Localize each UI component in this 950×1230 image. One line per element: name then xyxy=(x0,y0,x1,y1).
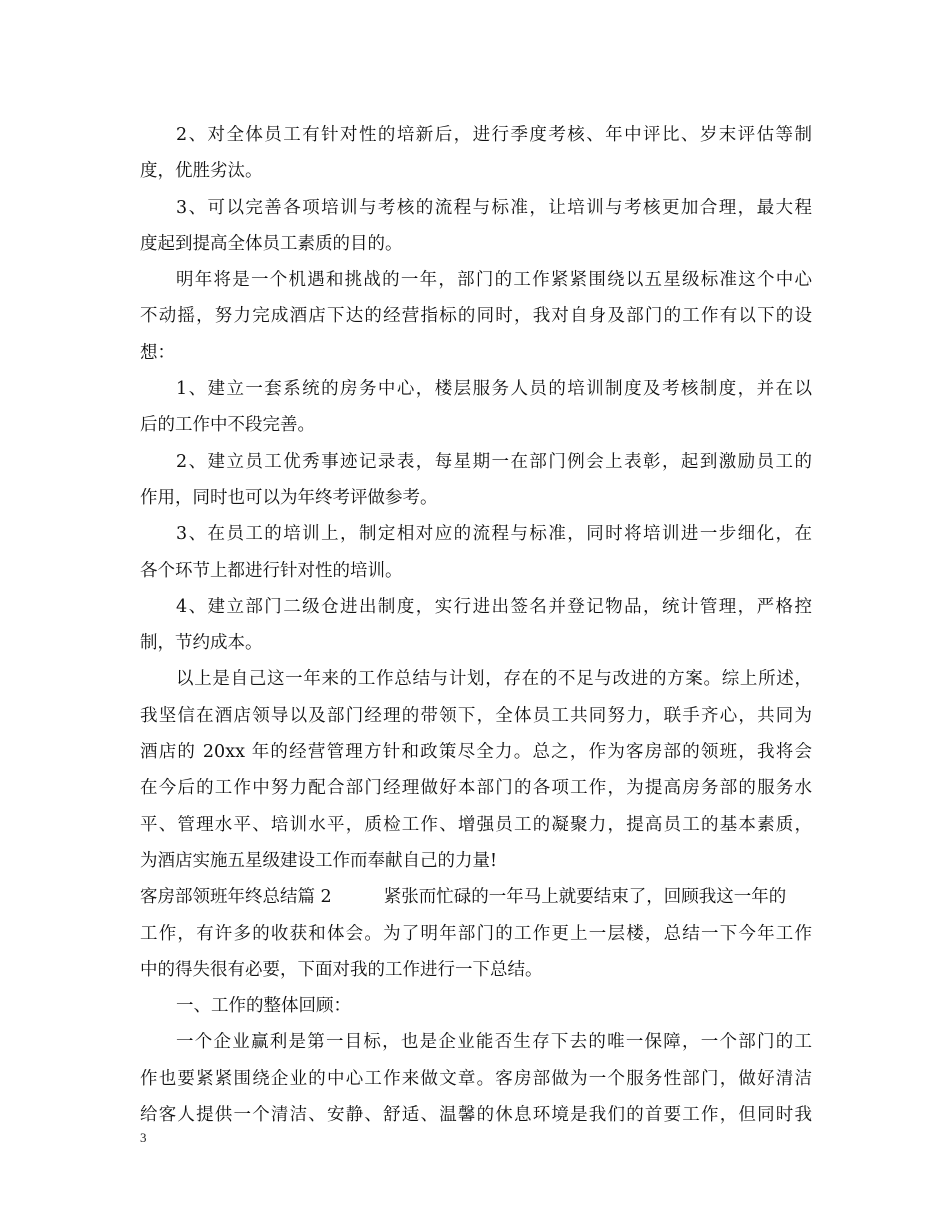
text-line: 我坚信在酒店领导以及部门经理的带领下，全体员工共同努力，联手齐心，共同为 xyxy=(140,705,812,726)
text-line: 制，节约成本。 xyxy=(140,633,263,654)
document-body xyxy=(140,117,812,1133)
text-line: 4、建立部门二级仓进出制度，实行进出签名并登记物品，统计管理，严格控 xyxy=(176,596,812,617)
page-number: 3 xyxy=(140,1130,147,1145)
text-line: 工作，有许多的收获和体会。为了明年部门的工作更上一层楼，总结一下今年工作 xyxy=(140,923,812,944)
text-line: 各个环节上都进行针对性的培训。 xyxy=(140,560,403,581)
text-line: 2、对全体员工有针对性的培新后，进行季度考核、年中评比、岁末评估等制 xyxy=(176,125,812,145)
text-line: 2、建立员工优秀事迹记录表，每星期一在部门例会上表彰，起到激励员工的 xyxy=(176,451,812,472)
text-line: 以上是自己这一年来的工作总结与计划，存在的不足与改进的方案。综上所述， xyxy=(176,669,812,690)
text-line: 作用，同时也可以为年终考评做参考。 xyxy=(140,487,438,508)
text-line: 明年将是一个机遇和挑战的一年，部门的工作紧紧围绕以五星级标准这个中心 xyxy=(176,270,812,291)
text-line: 给客人提供一个清洁、安静、舒适、温馨的休息环境是我们的首要工作，但同时我 xyxy=(140,1105,812,1126)
text-line: 一个企业赢利是第一目标，也是企业能否生存下去的唯一保障，一个部门的工 xyxy=(176,1032,812,1053)
section-title-line xyxy=(140,879,812,915)
text-line: 想： xyxy=(140,342,175,363)
text-line: 度，优胜劣汰。 xyxy=(140,161,263,182)
text-line: 在今后的工作中努力配合部门经理做好本部门的各项工作，为提高房务部的服务水 xyxy=(140,778,812,799)
text-line: 中的得失很有必要，下面对我的工作进行一下总结。 xyxy=(140,959,543,980)
text-line: 一、工作的整体回顾： xyxy=(176,996,351,1017)
text-line: 为酒店实施五星级建设工作而奉献自己的力量! xyxy=(140,850,498,871)
text-line: 度起到提高全体员工素质的目的。 xyxy=(140,233,403,254)
text-line: 3、在员工的培训上，制定相对应的流程与标准，同时将培训进一步细化，在 xyxy=(176,524,812,545)
text-line: 后的工作中不段完善。 xyxy=(140,415,315,436)
text-line: 1、建立一套系统的房务中心，楼层服务人员的培训制度及考核制度，并在以 xyxy=(176,379,812,400)
text-line: 平、管理水平、培训水平，质检工作、增强员工的凝聚力，提高员工的基本素质， xyxy=(140,814,812,835)
text-line: 不动摇，努力完成酒店下达的经营指标的同时，我对自身及部门的工作有以下的设 xyxy=(140,306,812,327)
text-line: 3、可以完善各项培训与考核的流程与标准，让培训与考核更加合理，最大程 xyxy=(176,197,812,218)
text-line: 紧张而忙碌的一年马上就要结束了，回顾我这一年的 xyxy=(383,887,787,908)
section-title: 客房部领班年终总结篇 2 xyxy=(140,887,332,908)
text-line: 作也要紧紧围绕企业的中心工作来做文章。客房部做为一个服务性部门，做好清洁 xyxy=(140,1068,812,1089)
text-line: 酒店的 20xx 年的经营管理方针和政策尽全力。总之，作为客房部的领班，我将会 xyxy=(140,742,812,763)
